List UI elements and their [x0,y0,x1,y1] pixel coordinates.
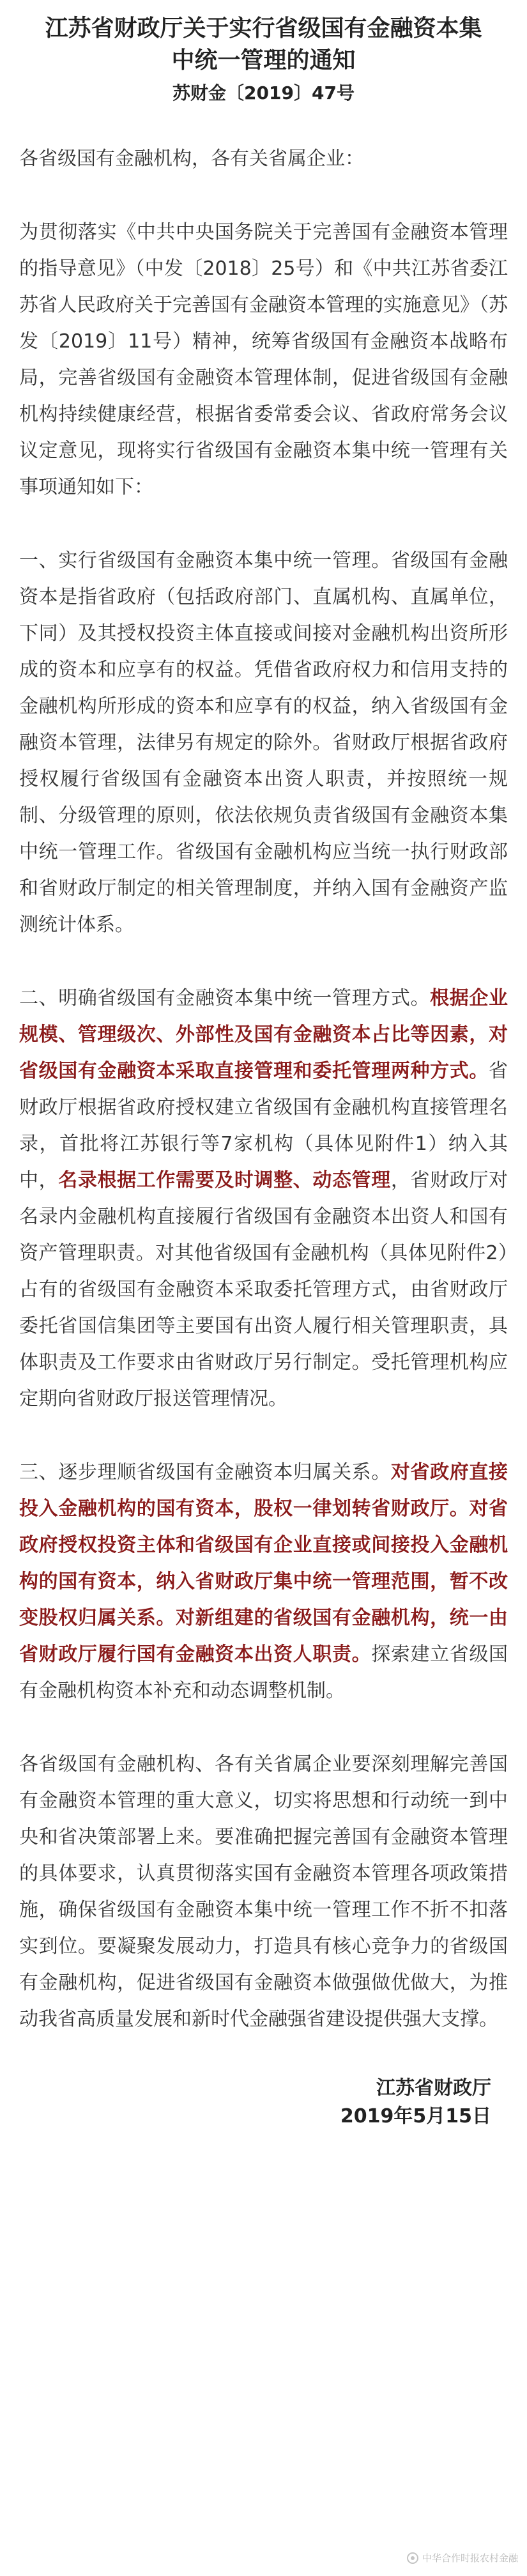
closing-paragraph: 各省级国有金融机构、各有关省属企业要深刻理解完善国有金融资本管理的重大意义，切实将思想和行动统一到中央和省决策部署上来。要准确把握完善国有金融资本管理的具体要求，认真贯彻落实国有金融资本管理各项政策措施，确保省级国有金融资本集中统一管理工作不折不扣落实到位。要凝聚发展动力，打造具有核心竞争力的省级国有金融机构，促进省级国有金融资本做强做优做大，为推动我省高质量发展和新时代金融强省建设提供强大支撑。 [19,1753,508,2030]
section-2-text-3: ，省财政厅对名录内金融机构直接履行省级国有金融资本出资人和国有资产管理职责。对其他省级国有金融机构（具体见附件2）占有的省级国有金融资本采取委托管理方式，由省财政厅委托省国信集团等主要国有出资人履行相关管理职责，具体职责及工作要求由省财政厅另行制定。受托管理机构应定期向省财政厅报送管理情况。 [19,1169,508,1410]
section-3-text-2: 探索建立省级国有金融机构资本补充和动态调整机制。 [19,1643,508,1702]
intro-paragraph: 为贯彻落实《中共中央国务院关于完善国有金融资本管理的指导意见》（中发〔2018〕25号）和《中共江苏省委江苏省人民政府关于完善国有金融资本管理的实施意见》（苏发〔2019〕11号）精神，统筹省级国有金融资本战略布局，完善省级国有金融资本管理体制，促进省级国有金融机构持续健康经营，根据省委常委会议、省政府常务会议议定意见，现将实行省级国有金融资本集中统一管理有关事项通知如下： [19,221,508,498]
section-2-paragraph [19,980,508,1417]
section-1-paragraph: 一、实行省级国有金融资本集中统一管理。省级国有金融资本是指省政府（包括政府部门、直属机构、直属单位，下同）及其授权投资主体直接或间接对金融机构出资所形成的资本和应享有的权益。凭借省政府权力和信用支持的金融机构所形成的资本和应享有的权益，纳入省级国有金融资本管理，法律另有规定的除外。省财政厅根据省政府授权履行省级国有金融资本出资人职责，并按照统一规制、分级管理的原则，依法依规负责省级国有金融资本集中统一管理工作。省级国有金融机构应当统一执行财政部和省财政厅制定的相关管理制度，并纳入国有金融资产监测统计体系。 [19,549,508,936]
wechat-account-logo-icon [407,2552,418,2564]
section-2-heading: 二、明确省级国有金融资本集中统一管理方式。 [19,987,431,1009]
title-line-1: 江苏省财政厅关于实行省级国有金融资本集 [45,15,482,42]
signature-date: 2019年5月15日 [340,2105,491,2128]
document-number: 苏财金〔2019〕47号 [172,82,355,103]
section-2-text-2: 省财政厅根据省政府授权建立省级国有金融机构直接管理名录，首批将江苏银行等7家机构（具体见附件1）纳入其中， [19,1060,508,1192]
title-line-2: 中统一管理的通知 [171,47,356,73]
section-2-emphasis-2: 名录根据工作需要及时调整、动态管理 [58,1169,391,1192]
signature-org: 江苏省财政厅 [376,2077,491,2099]
salutation: 各省级国有金融机构，各有关省属企业： [19,148,364,170]
section-2-emphasis-1: 根据企业规模、管理级次、外部性及国有金融资本占比等因素，对省级国有金融资本采取直接管理和委托管理两种方式。 [19,987,508,1082]
watermark-text: 中华合作时报农村金融 [422,2552,518,2564]
watermark [407,2551,518,2564]
section-3-heading: 三、逐步理顺省级国有金融资本归属关系。 [19,1461,391,1483]
document-title [19,13,508,77]
section-3-paragraph [19,1454,508,1709]
section-3-emphasis: 对省政府直接投入金融机构的国有资本，股权一律划转省财政厅。对省政府授权投资主体和省级国有企业直接或间接投入金融机构的国有资本，纳入省财政厅集中统一管理范围，暂不改变股权归属关系。对新组建的省级国有金融机构，统一由省财政厅履行国有金融资本出资人职责。 [19,1461,508,1666]
signature-block [19,2074,508,2131]
